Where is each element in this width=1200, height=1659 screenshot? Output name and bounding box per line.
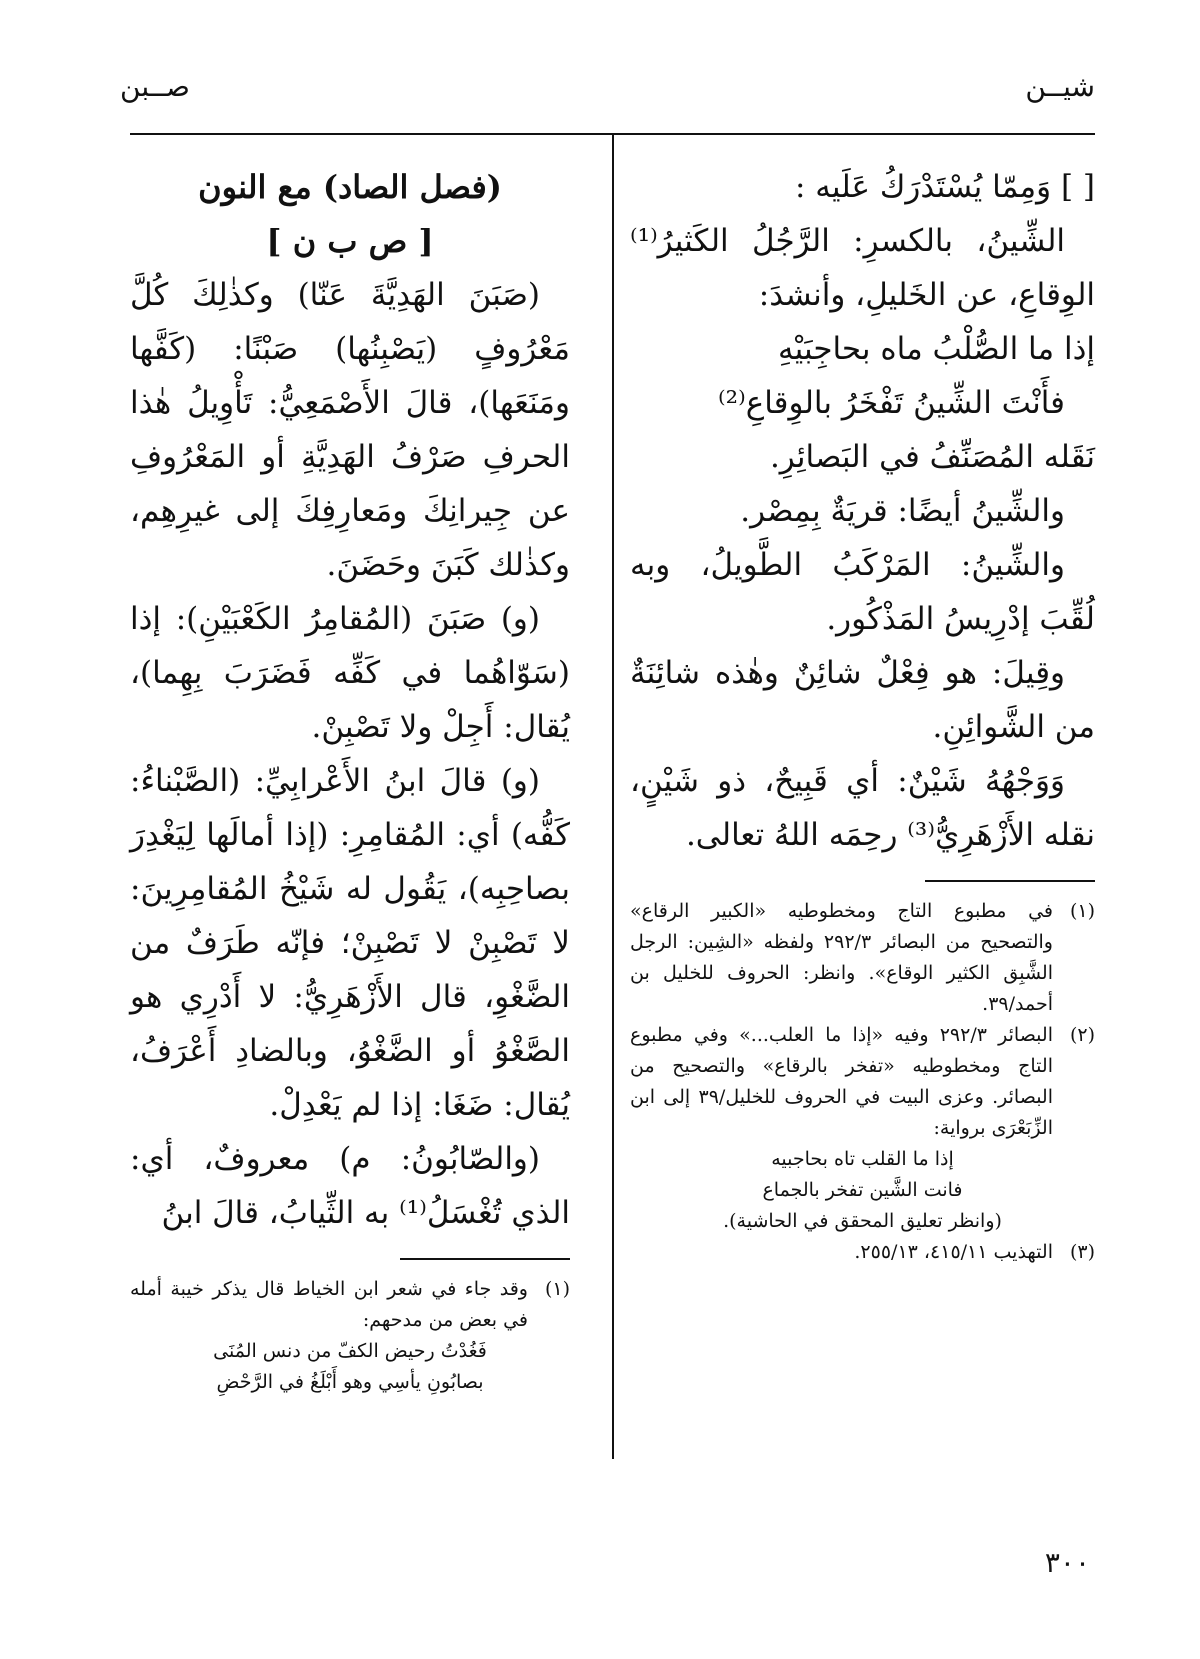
paragraph: (صَبَنَ الهَدِيَّةَ عَنّا) وكذٰلِكَ كُلَّ مَعْرُوفٍ (يَصْبِنُها) صَبْنًا: (كَفَّها ومَنَعَها)، قالَ الأَصْمَعِيُّ: تَأْوِيلُ هٰذا الحرفِ صَرْفُ الهَدِيَّةِ أو المَعْرُوفِ عن جِيرانِكَ ومَعارِفِكَ إلى غيرِهِم، وكذٰلك كَبَنَ وحَضَنَ. (130, 277, 570, 583)
footnote-text: وقد جاء في شعر ابن الخياط قال يذكر خيبة أمله في بعض من مدحهم: (130, 1278, 528, 1331)
paragraph: (والصّابُونُ: م) معروفٌ، أي: الذي تُغْسَلُ⁽¹⁾ به الثِّيابُ، قالَ ابنُ (130, 1141, 570, 1231)
paragraph: (و) صَبَنَ (المُقامِرُ الكَعْبَيْنِ): إذا (سَوّاهُما في كَفِّه فَضَرَبَ بِهِما)، يُقال: أَجِلْ ولا تَصْبِنْ. (130, 601, 570, 745)
right-column (630, 160, 1095, 1268)
paragraph: والشِّينُ أيضًا: قريَةٌ بِمِصْر. (740, 493, 1065, 529)
footnote-verse: بصابُونِ يأسِي وهو أَبْلَغُ في الرَّحْضِ (216, 1371, 484, 1393)
footnote-text: التهذيب ٤١٥/١١، ٢٥٥/١٣. (854, 1241, 1053, 1263)
footnote (130, 1274, 570, 1336)
footnote-number: (١) (1069, 900, 1095, 922)
footnote (630, 896, 1095, 1020)
column-divider (612, 135, 614, 1459)
footnote-number: (١) (544, 1278, 570, 1300)
footnote-text: البصائر ٢٩٢/٣ وفيه «إذا ما العلب...» وفي مطبوع التاج ومخطوطيه «تفخر بالرقاع» والتصحيح من البصائر. وعزى البيت في الحروف للخليل/٣٩ إلى ابن الزِّبَعْرَى برواية: (630, 1024, 1054, 1139)
footnote-verse: إذا ما القلب تاه بحاجبيه (771, 1148, 954, 1170)
footnote-number: (٣) (1069, 1241, 1095, 1263)
footnote-verse: فانت الشَّين تفخر بالجماع (762, 1179, 963, 1201)
section-title: (فصل الصاد) مع النون (198, 168, 502, 206)
footnote-text: في مطبوع التاج ومخطوطيه «الكبير الرقاع» والتصحيح من البصائر ٢٩٢/٣ ولفظه «الشِين: الرجل الشَّبِق الكثير الوقاع». وانظر: الحروف للخليل بن أحمد/٣٩. (630, 900, 1053, 1015)
paragraph: والشِّينُ: المَرْكَبُ الطَّويلُ، وبه لُقِّبَ إدْرِيسُ المَذْكُور. (630, 547, 1095, 637)
left-footnotes (130, 1274, 570, 1398)
verse-line: فأَنْتَ الشِّينُ تَفْخَرُ بالوِقاعِ⁽²⁾ (718, 385, 1065, 421)
left-column (130, 160, 570, 1398)
paragraph: وَوَجْهُهُ شَيْنٌ: أي قَبِيحٌ، ذو شَيْنٍ، نقله الأَزْهَرِيُّ⁽³⁾ رحِمَه اللهُ تعالى. (630, 763, 1095, 853)
header-root-left: صــبن (120, 70, 190, 103)
right-column-body (630, 160, 1095, 862)
paragraph: الشِّينُ، بالكسرِ: الرَّجُلُ الكَثيرُ⁽¹⁾ الوِقاعِ، عن الخَليلِ، وأنشدَ: (630, 223, 1095, 313)
verse-line: إذا ما الصُّلْبُ ماه بحاجِبَيْهِ (777, 331, 1095, 367)
paragraph: [ ] وَمِمّا يُسْتَدْرَكُ عَلَيه : (794, 169, 1095, 205)
paragraph: وقِيلَ: هو فِعْلٌ شائِنٌ وهٰذه شائِنَةٌ من الشَّوائِنِ. (630, 655, 1095, 745)
footnote-rule (925, 880, 1095, 882)
page-number: ٣٠٠ (1044, 1546, 1090, 1579)
footnote-rule (400, 1258, 570, 1260)
left-column-body (130, 160, 570, 1240)
right-footnotes (630, 896, 1095, 1268)
header-root-right: شيــن (1025, 70, 1095, 103)
paragraph: (و) قالَ ابنُ الأَعْرابِيِّ: (الصَّبْناءُ: كَفُّه) أي: المُقامِرِ: (إذا أمالَها لِيَغْدِرَ بصاحِبِه)، يَقُول له شَيْخُ المُقامِرِينَ: لا تَصْبِنْ لا تَصْبِنْ؛ فإنّه طَرَفٌ من الضَّغْوِ، قال الأَزْهَرِيُّ: لا أَدْرِي هو الصَّغْوُ أو الضَّغْوُ، وبالضادِ أَعْرَفُ، يُقال: ضَغَا: إذا لم يَعْدِلْ. (130, 763, 570, 1123)
footnote-verse: فَغُدْتُ رحيض الكفّ من دنس المُنَى (213, 1340, 487, 1362)
footnote-number: (٢) (1069, 1024, 1095, 1046)
footnote-note: (وانظر تعليق المحقق في الحاشية). (723, 1210, 1002, 1232)
paragraph: نَقَله المُصَنِّفُ في البَصائِرِ. (769, 439, 1095, 475)
root-heading: [ ص ب ن ] (266, 222, 434, 260)
footnote (630, 1237, 1095, 1268)
footnote (630, 1020, 1095, 1144)
